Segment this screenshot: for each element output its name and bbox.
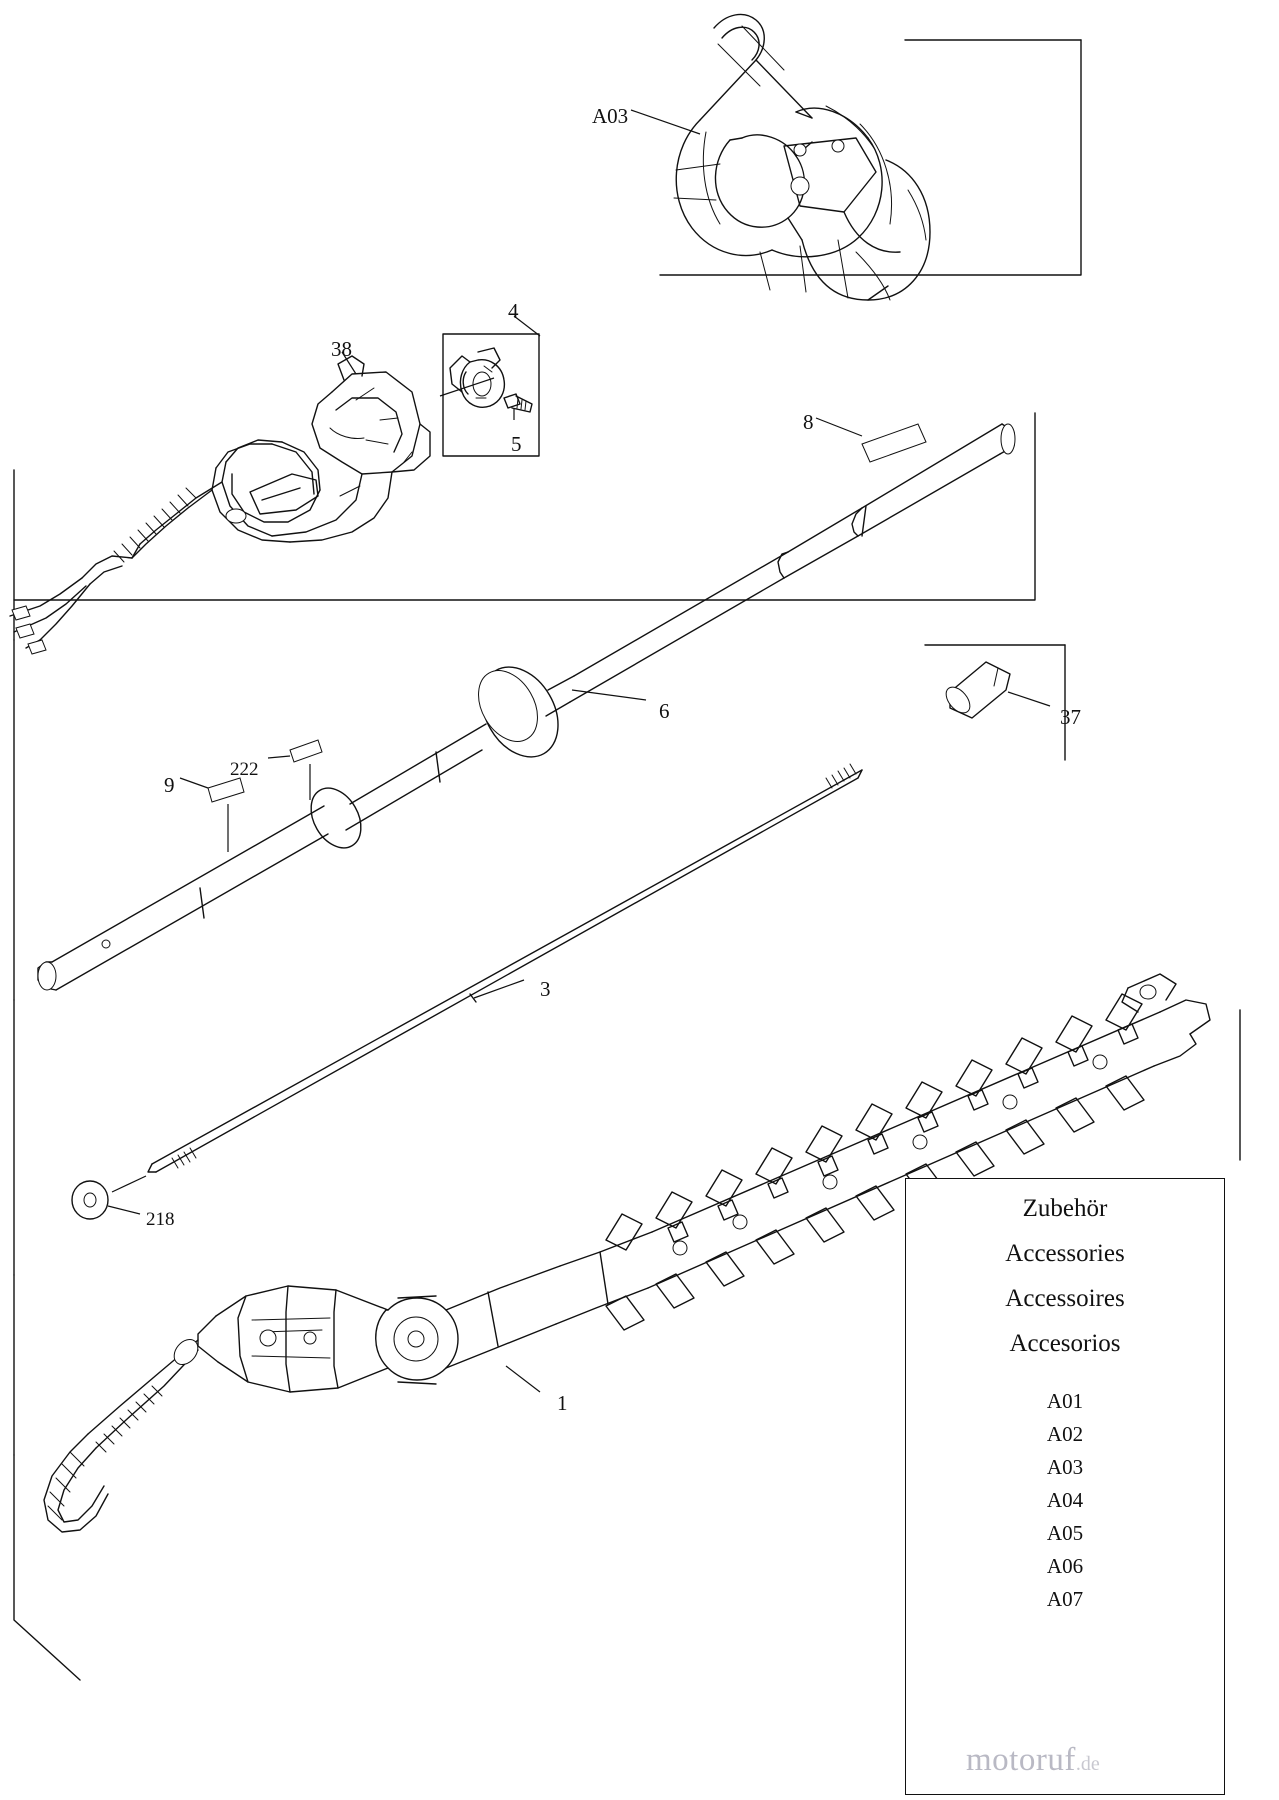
legend-code: A04 [1046,1488,1084,1512]
part-4-5-box [440,334,539,456]
parts-labels-222-9 [180,740,322,852]
accessories-legend [905,1178,1225,1795]
callout-37: 37 [1060,705,1081,729]
callout-218: 218 [146,1209,175,1230]
watermark [966,1742,1216,1786]
part-3-drive-shaft [148,764,862,1172]
callout-a03: A03 [592,104,629,128]
callout-5: 5 [511,432,522,456]
legend-title-fr: Accessoires [1005,1285,1125,1312]
leader-37 [1008,692,1050,706]
watermark-suffix: .de [1075,1753,1100,1775]
legend-title-es: Accesorios [1009,1330,1121,1357]
part-38-handle-assembly [10,356,430,654]
part-218-bushing [72,1176,146,1219]
legend-code: A02 [1046,1422,1084,1446]
callout-9: 9 [164,773,175,797]
legend-code: A03 [1046,1455,1084,1479]
callout-3: 3 [540,977,551,1001]
part-6-lower-tube [38,653,646,990]
callout-1: 1 [557,1391,568,1415]
leader-a03 [631,110,700,134]
part-a03-handle [674,14,930,300]
callout-8: 8 [803,410,814,434]
callout-4: 4 [508,299,519,323]
part-37-sleeve [941,662,1050,718]
leader-1 [506,1366,540,1392]
legend-title-en: Accessories [1005,1240,1125,1267]
legend-code: A07 [1046,1587,1084,1611]
callout-222: 222 [230,759,259,780]
legend-title-de: Zubehör [1022,1195,1108,1222]
legend-code: A06 [1046,1554,1084,1578]
legend-code-list [906,1385,1224,1616]
legend-code: A01 [1046,1389,1084,1413]
part-8-upper-tube [570,418,1015,702]
watermark-text: motoruf [966,1742,1076,1778]
callout-6: 6 [659,699,670,723]
legend-code: A05 [1046,1521,1084,1545]
callout-38: 38 [331,337,352,361]
